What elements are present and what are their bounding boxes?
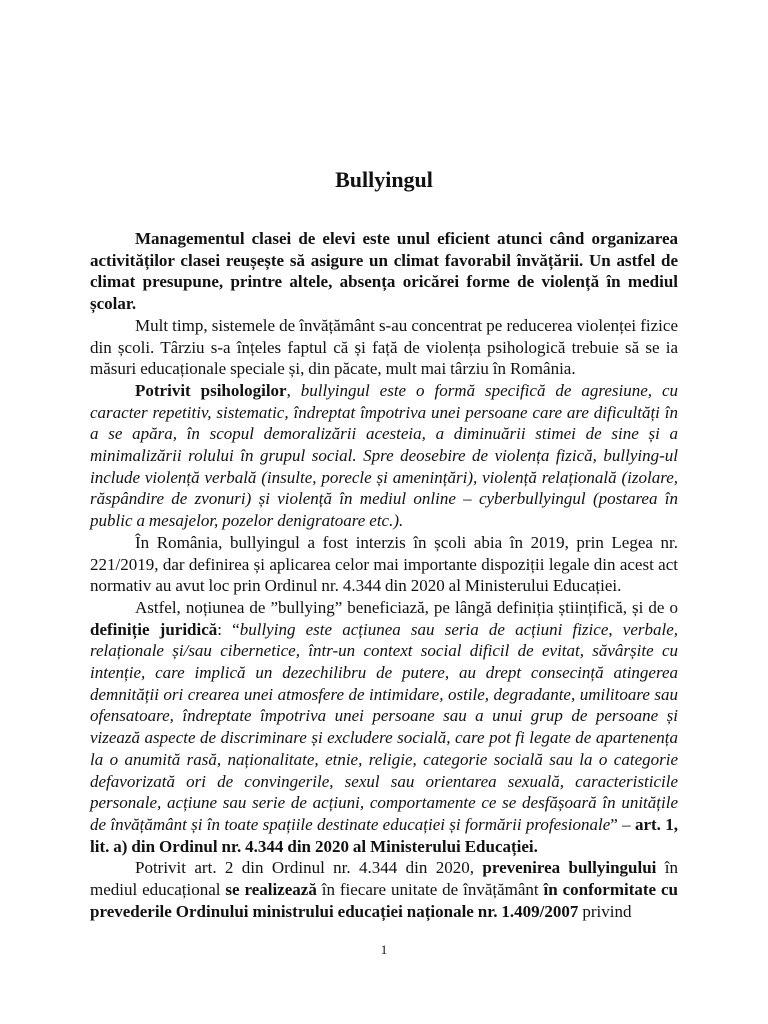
bold-text: Potrivit psihologilor bbox=[135, 380, 287, 400]
document-body bbox=[90, 228, 678, 923]
text-run: privind bbox=[578, 901, 632, 921]
text-run: în fiecare unitate de învățământ bbox=[316, 880, 544, 900]
bold-text: se realizează bbox=[225, 880, 317, 900]
bold-text: prevenirea bullyingului bbox=[482, 858, 657, 878]
bold-text: art. 1, lit. a) din Ordinul nr. 4.344 din 2020 al Ministerului Educației. bbox=[90, 814, 678, 856]
text-run: în mediul educațional bbox=[90, 858, 678, 900]
text-run: În România, bullyingul a fost interzis în școli abia în 2019, prin Legea nr. 221/2019, dar definirea și aplicarea celor mai importante dispoziții legale din acest act normativ au avut loc prin Ordinul nr. 4.344 din 2020 al Ministerului Educației. bbox=[90, 532, 678, 596]
text-run: , bbox=[286, 380, 301, 400]
text-run: Astfel, noțiunea de ”bullying” beneficiază, pe lângă definiția științifică, și de o bbox=[135, 597, 678, 617]
text-run: ” – bbox=[610, 814, 635, 834]
page-title: Bullyingul bbox=[335, 167, 433, 192]
bold-text: în conformitate cu prevederile Ordinului ministrului educației naționale nr. 1.409/2007 bbox=[90, 880, 678, 921]
bold-text: definiție juridică bbox=[90, 619, 218, 639]
text-run: Mult timp, sistemele de învățământ s-au concentrat pe reducerea violenței fizice din școli. Târziu s-a înțeles faptul că și față de violența psihologică trebuie să se ia măsuri educaționale speciale și, din păcate, mult mai târziu în România. bbox=[90, 315, 678, 379]
paragraph bbox=[90, 315, 678, 380]
paragraph bbox=[90, 228, 678, 315]
paragraph bbox=[90, 597, 678, 857]
italic-text: bullyingul este o formă specifică de agresiune, cu caracter repetitiv, sistematic, îndreptat împotriva unei persoane care are dificultăți în a se apăra, în scopul demoralizării acesteia, a diminuării stimei de sine și a minimalizării rolului în grupul social. Spre deosebire de violența fizică, bullying-ul include violență verbală (insulte, porecle și amenințări), violență relațională (izolare, răspândire de zvonuri) și violență în mediul online – cyberbullyingul (postarea în public a mesajelor, pozelor denigratoare etc.). bbox=[90, 380, 678, 531]
paragraph bbox=[90, 380, 678, 532]
paragraph bbox=[90, 532, 678, 597]
italic-text: bullying este acțiunea sau seria de acțiuni fizice, verbale, relaționale și/sau cibernetice, într-un context social dificil de evitat, săvârșite cu intenție, care implică un dezechilibru de putere, au drept consecință atingerea demnității ori crearea unei atmosfere de intimidare, ostile, degradante, umilitoare sau ofensatoare, îndreptate împotriva unei persoane sau a unui grup de persoane și vizează aspecte de discriminare și excludere socială, care pot fi legate de apartenența la o anumită rasă, naționalitate, etnie, religie, categorie socială sau la o categorie defavorizată ori de convingerile, sexul sau orientarea sexuală, caracteristicile personale, acțiune sau serie de acțiuni, comportamente ce se desfășoară în unitățile de învățământ și în toate spațiile destinate educației și formării profesionale bbox=[90, 619, 679, 834]
page-number: 1 bbox=[380, 942, 388, 957]
paragraph bbox=[90, 857, 678, 922]
bold-text: Managementul clasei de elevi este unul eficient atunci când organizarea activităților clasei reușește să asigure un climat favorabil învățării. Un astfel de climat presupune, printre altele, absența oricărei forme de violență în mediul școlar. bbox=[90, 229, 678, 314]
text-run: Potrivit art. 2 din Ordinul nr. 4.344 din 2020, bbox=[135, 858, 483, 878]
text-run: : “ bbox=[217, 619, 240, 639]
